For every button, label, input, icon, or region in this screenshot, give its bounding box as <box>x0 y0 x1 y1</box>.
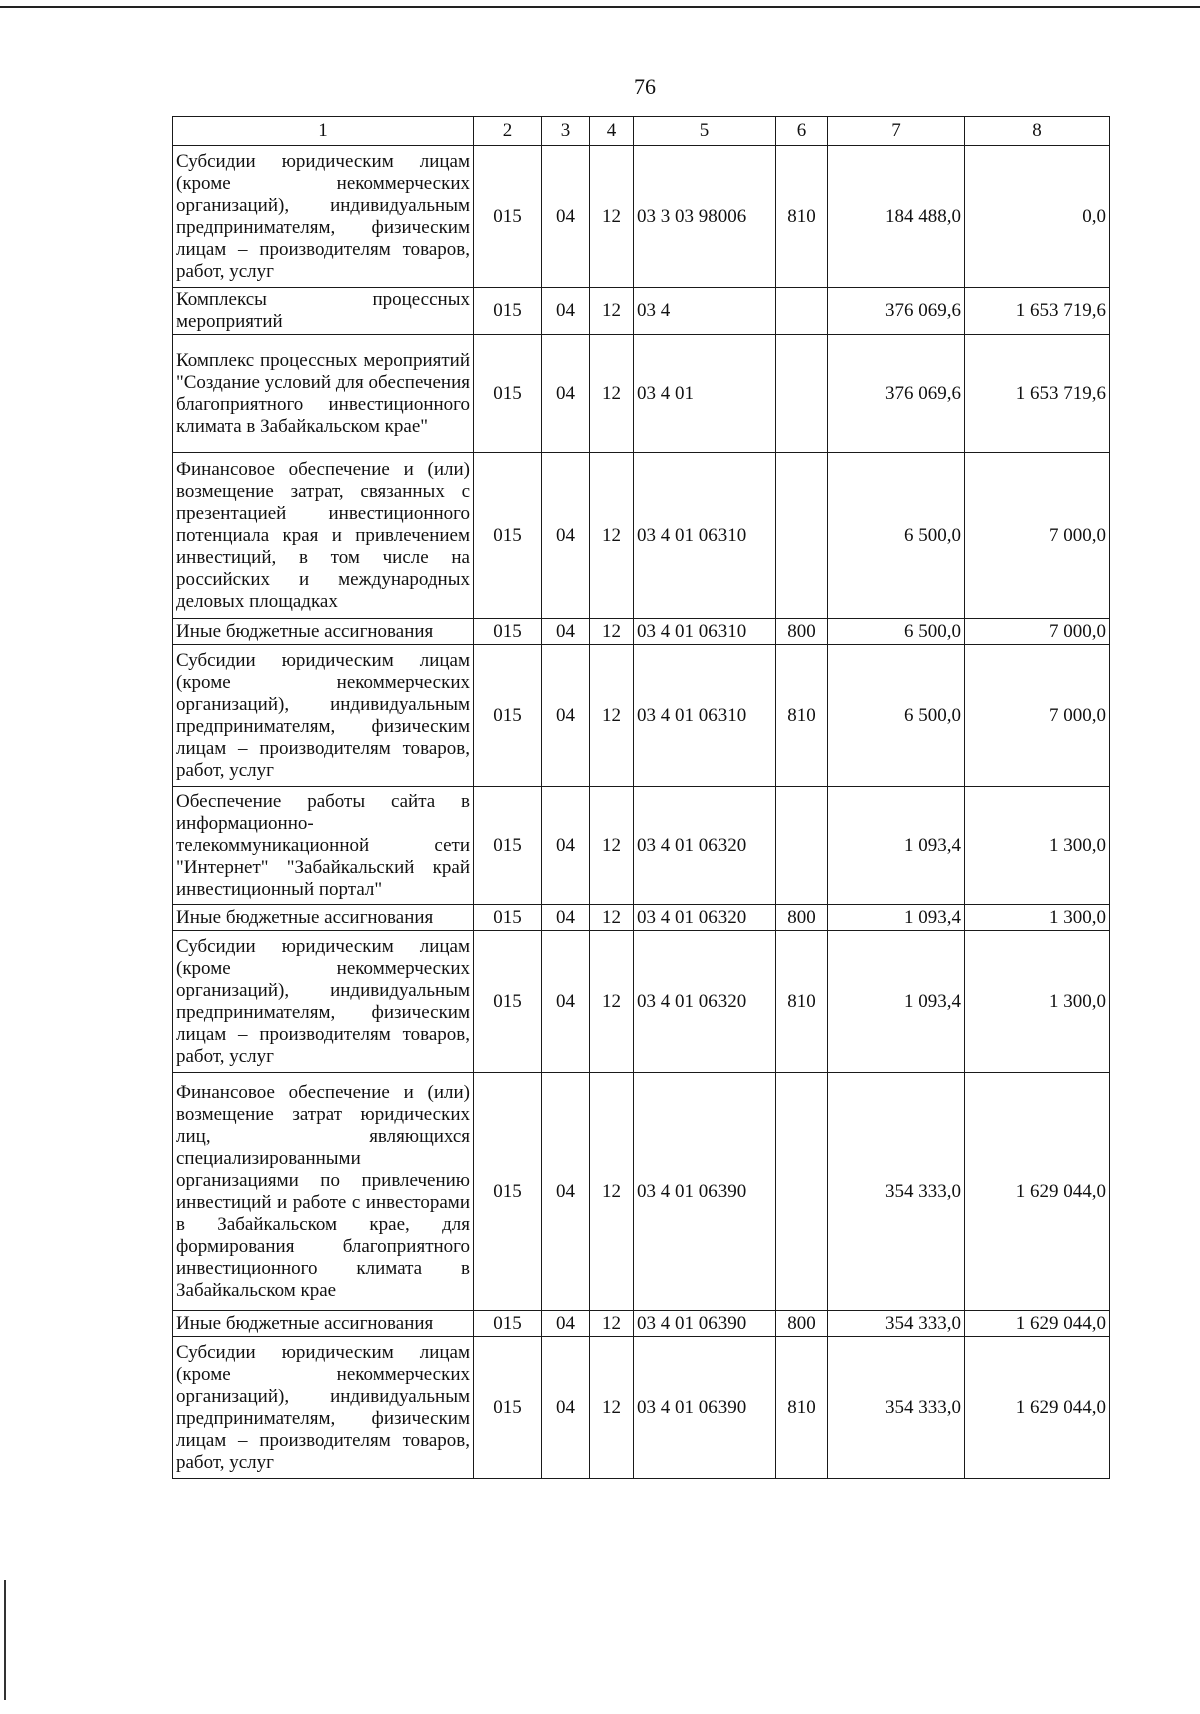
top-scan-rule <box>0 6 1200 8</box>
cell-col-7: 376 069,6 <box>828 288 965 335</box>
cell-col-5: 03 4 01 06320 <box>634 787 776 905</box>
cell-col-2: 015 <box>474 146 542 288</box>
cell-col-6: 800 <box>776 905 828 931</box>
row-name: Финансовое обеспечение и (или) возмещение затрат юридических лиц, являющихся специализированными организациями по привлечению инвестиций и работе с инвесторами в Забайкальском крае, для формирования благоприятного инвестиционного климата в Забайкальском крае <box>173 1073 474 1311</box>
cell-col-2: 015 <box>474 931 542 1073</box>
cell-col-8: 7 000,0 <box>965 645 1110 787</box>
table-row <box>173 453 1110 619</box>
cell-col-4: 12 <box>590 905 634 931</box>
cell-col-3: 04 <box>542 1073 590 1311</box>
cell-col-8: 1 653 719,6 <box>965 288 1110 335</box>
cell-col-7: 354 333,0 <box>828 1337 965 1479</box>
cell-col-2: 015 <box>474 645 542 787</box>
cell-col-8: 7 000,0 <box>965 453 1110 619</box>
cell-col-5: 03 4 <box>634 288 776 335</box>
cell-col-5: 03 4 01 06320 <box>634 905 776 931</box>
cell-col-3: 04 <box>542 619 590 645</box>
table-row <box>173 931 1110 1073</box>
cell-col-4: 12 <box>590 931 634 1073</box>
cell-col-7: 184 488,0 <box>828 146 965 288</box>
cell-col-3: 04 <box>542 905 590 931</box>
cell-col-8: 1 653 719,6 <box>965 335 1110 453</box>
cell-col-6 <box>776 335 828 453</box>
cell-col-7: 6 500,0 <box>828 453 965 619</box>
cell-col-7: 1 093,4 <box>828 787 965 905</box>
cell-col-4: 12 <box>590 1073 634 1311</box>
cell-col-6: 800 <box>776 619 828 645</box>
row-name: Иные бюджетные ассигнования <box>173 905 474 931</box>
cell-col-3: 04 <box>542 335 590 453</box>
cell-col-3: 04 <box>542 1337 590 1479</box>
cell-col-2: 015 <box>474 1073 542 1311</box>
header-col-7: 7 <box>828 117 965 146</box>
cell-col-4: 12 <box>590 335 634 453</box>
table-row <box>173 645 1110 787</box>
cell-col-6 <box>776 1073 828 1311</box>
cell-col-2: 015 <box>474 453 542 619</box>
cell-col-7: 354 333,0 <box>828 1311 965 1337</box>
cell-col-3: 04 <box>542 453 590 619</box>
table-row <box>173 905 1110 931</box>
cell-col-7: 6 500,0 <box>828 645 965 787</box>
cell-col-6 <box>776 787 828 905</box>
cell-col-4: 12 <box>590 146 634 288</box>
row-name: Комплекс процессных мероприятий "Создание условий для обеспечения благоприятного инвестиционного климата в Забайкальском крае" <box>173 335 474 453</box>
cell-col-2: 015 <box>474 1311 542 1337</box>
cell-col-2: 015 <box>474 787 542 905</box>
cell-col-8: 7 000,0 <box>965 619 1110 645</box>
cell-col-6 <box>776 288 828 335</box>
cell-col-5: 03 4 01 06390 <box>634 1337 776 1479</box>
cell-col-4: 12 <box>590 1337 634 1479</box>
row-name: Субсидии юридическим лицам (кроме некоммерческих организаций), индивидуальным предпринимателям, физическим лицам – производителям товаров, работ, услуг <box>173 645 474 787</box>
cell-col-3: 04 <box>542 787 590 905</box>
row-name: Финансовое обеспечение и (или) возмещение затрат, связанных с презентацией инвестиционного потенциала края и привлечением инвестиций, в том числе на российских и международных деловых площадках <box>173 453 474 619</box>
cell-col-3: 04 <box>542 931 590 1073</box>
cell-col-3: 04 <box>542 146 590 288</box>
table-row <box>173 1337 1110 1479</box>
table-row <box>173 146 1110 288</box>
table-row <box>173 1311 1110 1337</box>
header-col-4: 4 <box>590 117 634 146</box>
row-name: Субсидии юридическим лицам (кроме некоммерческих организаций), индивидуальным предпринимателям, физическим лицам – производителям товаров, работ, услуг <box>173 931 474 1073</box>
cell-col-7: 354 333,0 <box>828 1073 965 1311</box>
cell-col-2: 015 <box>474 619 542 645</box>
cell-col-5: 03 4 01 06310 <box>634 619 776 645</box>
header-col-5: 5 <box>634 117 776 146</box>
cell-col-8: 1 300,0 <box>965 787 1110 905</box>
cell-col-5: 03 4 01 06310 <box>634 453 776 619</box>
cell-col-6: 810 <box>776 645 828 787</box>
cell-col-6: 810 <box>776 146 828 288</box>
cell-col-2: 015 <box>474 288 542 335</box>
table-row <box>173 288 1110 335</box>
cell-col-8: 0,0 <box>965 146 1110 288</box>
header-col-1: 1 <box>173 117 474 146</box>
cell-col-7: 6 500,0 <box>828 619 965 645</box>
cell-col-6: 810 <box>776 931 828 1073</box>
cell-col-5: 03 4 01 <box>634 335 776 453</box>
cell-col-5: 03 4 01 06390 <box>634 1311 776 1337</box>
cell-col-7: 1 093,4 <box>828 931 965 1073</box>
cell-col-5: 03 4 01 06310 <box>634 645 776 787</box>
cell-col-2: 015 <box>474 1337 542 1479</box>
cell-col-2: 015 <box>474 335 542 453</box>
cell-col-8: 1 300,0 <box>965 931 1110 1073</box>
cell-col-4: 12 <box>590 645 634 787</box>
table-row <box>173 787 1110 905</box>
cell-col-8: 1 300,0 <box>965 905 1110 931</box>
cell-col-5: 03 4 01 06320 <box>634 931 776 1073</box>
table-row <box>173 335 1110 453</box>
row-name: Иные бюджетные ассигнования <box>173 619 474 645</box>
cell-col-8: 1 629 044,0 <box>965 1073 1110 1311</box>
row-name: Обеспечение работы сайта в информационно-телекоммуникационной сети "Интернет" "Забайкальский край инвестиционный портал" <box>173 787 474 905</box>
header-row <box>173 117 1110 146</box>
header-col-8: 8 <box>965 117 1110 146</box>
cell-col-5: 03 3 03 98006 <box>634 146 776 288</box>
cell-col-6: 800 <box>776 1311 828 1337</box>
header-col-3: 3 <box>542 117 590 146</box>
cell-col-4: 12 <box>590 453 634 619</box>
cell-col-3: 04 <box>542 645 590 787</box>
header-col-6: 6 <box>776 117 828 146</box>
cell-col-4: 12 <box>590 787 634 905</box>
row-name: Иные бюджетные ассигнования <box>173 1311 474 1337</box>
cell-col-3: 04 <box>542 288 590 335</box>
row-name: Комплексы процессных мероприятий <box>173 288 474 335</box>
cell-col-3: 04 <box>542 1311 590 1337</box>
table-row <box>173 1073 1110 1311</box>
cell-col-5: 03 4 01 06390 <box>634 1073 776 1311</box>
cell-col-6: 810 <box>776 1337 828 1479</box>
header-col-2: 2 <box>474 117 542 146</box>
cell-col-8: 1 629 044,0 <box>965 1337 1110 1479</box>
cell-col-7: 376 069,6 <box>828 335 965 453</box>
left-scan-mark <box>4 1580 6 1700</box>
table-row <box>173 619 1110 645</box>
cell-col-4: 12 <box>590 1311 634 1337</box>
row-name: Субсидии юридическим лицам (кроме некоммерческих организаций), индивидуальным предпринимателям, физическим лицам – производителям товаров, работ, услуг <box>173 146 474 288</box>
budget-table <box>172 116 1110 1479</box>
row-name: Субсидии юридическим лицам (кроме некоммерческих организаций), индивидуальным предпринимателям, физическим лицам – производителям товаров, работ, услуг <box>173 1337 474 1479</box>
cell-col-4: 12 <box>590 619 634 645</box>
cell-col-6 <box>776 453 828 619</box>
cell-col-7: 1 093,4 <box>828 905 965 931</box>
page-number: 76 <box>634 74 656 99</box>
cell-col-8: 1 629 044,0 <box>965 1311 1110 1337</box>
cell-col-2: 015 <box>474 905 542 931</box>
cell-col-4: 12 <box>590 288 634 335</box>
